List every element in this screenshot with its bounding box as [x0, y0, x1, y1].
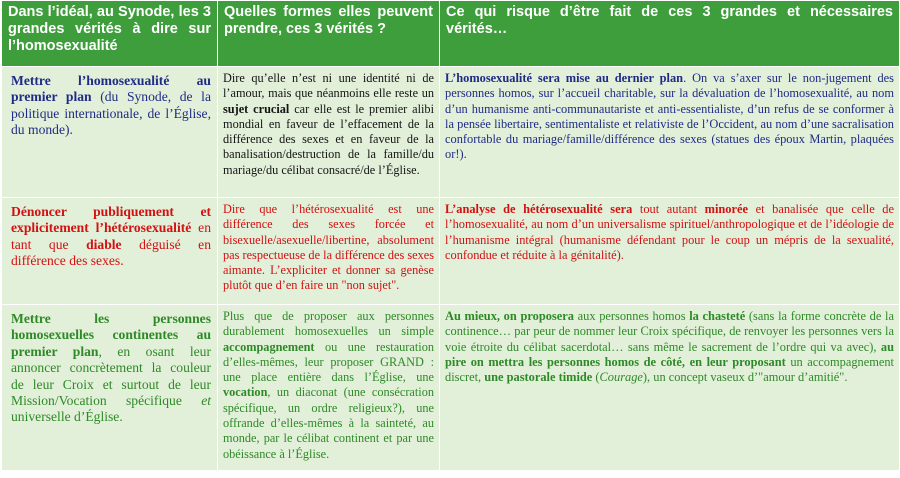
header-row: [2, 1, 900, 67]
row3-ideal-cell: [2, 305, 218, 471]
row2-ideal-bold-1: Dénoncer publiquement et explicitement l’hétérosexualité: [11, 204, 211, 236]
row1-ideal-cell: [2, 67, 218, 198]
row1-forms-bold: sujet crucial: [223, 101, 290, 116]
row3-forms-bold-1: accompagnement: [223, 339, 315, 354]
table-row: [2, 305, 900, 471]
row3-risks-text-5: ), un concept vaseux d’"amour d’amitié".: [642, 370, 848, 385]
row2-risks-text-2: et banalisée que celle de l’homosexualité, au nom d’un universalisme spirituel/anthropologique et de l’idéologie de l’humanisme intégral (humanisme défendant pour le coup un mépris de la sexualité, confondue et réduite à la génitalité).: [445, 202, 894, 262]
row3-risks-bold-1: Au mieux, on proposera: [445, 309, 574, 323]
row1-forms-cell: [218, 67, 440, 198]
row3-forms-text-1: Plus que de proposer aux personnes durablement homosexuelles un simple: [223, 309, 434, 339]
row3-ideal-text-2: universelle d’Église.: [11, 409, 123, 425]
row2-ideal-text-1: en tant que: [11, 220, 211, 252]
row1-risks-bold: L’homosexualité sera mise au dernier plan: [445, 71, 684, 85]
row3-risks-bold-2: la chasteté: [689, 309, 746, 323]
row1-ideal-text: (du Synode, de la politique internationale, de l’Église, du monde).: [11, 89, 211, 138]
row3-ideal-text-1: , en osant leur annoncer concrètement la couleur de leur Croix et surtout de leur Mission/Vocation spécifique: [11, 343, 211, 409]
row3-risks-text-2: (sans la forme concrète de la continence… par peur de nommer leur Croix spécifique, de renvoyer les personnes vers la voie étroite du célibat sacerdotal… sans même le sacrement de l’ordre qui va avec),: [445, 309, 894, 354]
row2-risks-text-1: tout autant: [632, 202, 705, 216]
row2-ideal-cell: [2, 198, 218, 305]
row3-risks-text-4: (: [592, 370, 600, 385]
row1-risks-cell: [440, 67, 900, 198]
row3-risks-text-1: aux personnes homos: [573, 309, 690, 323]
row3-risks-cell: [440, 305, 900, 471]
header-ideal: Dans l’idéal, au Synode, les 3 grandes vérités à dire sur l’homosexualité: [2, 1, 218, 67]
row1-forms-text-2: car elle est le premier alibi mondial en faveur de l’effacement de la différence des sexes et en faveur de la banalisation/destruction de la famille/du mariage/du célibat consacré/de l’Église.: [223, 101, 434, 177]
row2-risks-bold-1: L’analyse de hétérosexualité sera: [445, 202, 633, 216]
table-row: [2, 67, 900, 198]
row3-forms-text-3: , un diaconat (une consécration spécifique, un ordre religieux?), une offrande d’elles-mêmes à la sainteté, au monde, par le célibat continent et par une obéissance à l’Église.: [223, 385, 434, 461]
row3-forms-bold-2: vocation: [223, 385, 268, 400]
row3-risks-bold-4: une pastorale timide: [484, 370, 593, 385]
synod-table: [1, 0, 900, 471]
row3-forms-text-2: ou une restauration d’elles-mêmes, leur proposer GRAND : une place entière dans l’Église, une: [223, 339, 434, 385]
row2-ideal-bold-2: diable: [86, 236, 122, 252]
row3-risks-bold-3: au pire on mettra les personnes homos de côté, en leur proposant: [445, 339, 894, 369]
row1-risks-text: . On va s’axer sur le non-jugement des personnes homos, sur l’accueil charitable, sur la dévaluation de l’homosexualité, au nom d’un humanisme anti-communautariste et anti-essentialiste, d’un refus de se conformer à la pensée libertaire, sentimentaliste et relativiste de l’Occident, au nom d’une sacralisation confortable du mariage/famille/différence des sexes (statues des époux Martin, plaquées or!).: [445, 71, 894, 162]
header-forms: Quelles formes elles peuvent prendre, ces 3 vérités ?: [218, 1, 440, 67]
row2-forms-cell: [218, 198, 440, 305]
row2-forms-text: Dire que l’hétérosexualité est une différence des sexes forcée et bisexuelle/asexuelle/libertine, absolument pas respectueuse de la différence des sexes aimante. L’expliciter et donner sa genèse plutôt que d’en faire un "non sujet".: [223, 202, 434, 293]
row2-ideal-text-2: déguisé en différence des sexes.: [11, 236, 212, 269]
row3-forms-cell: [218, 305, 440, 471]
row3-risks-italic: Courage: [599, 370, 643, 385]
row1-ideal-bold: Mettre l’homosexualité au premier plan: [11, 73, 211, 105]
row2-risks-cell: [440, 198, 900, 305]
row3-ideal-bold: Mettre les personnes homosexuelles continentes au premier plan: [11, 311, 211, 359]
row2-risks-bold-2: minorée: [704, 202, 748, 216]
table-row: [2, 198, 900, 305]
row3-risks-text-3: un accompagnement discret,: [445, 354, 894, 385]
header-risks: Ce qui risque d’être fait de ces 3 grandes et nécessaires vérités…: [440, 1, 900, 67]
row3-ideal-italic: et: [201, 393, 211, 409]
row1-forms-text-1: Dire qu’elle n’est ni une identité ni de l’amour, mais que néanmoins elle reste un: [223, 71, 434, 101]
